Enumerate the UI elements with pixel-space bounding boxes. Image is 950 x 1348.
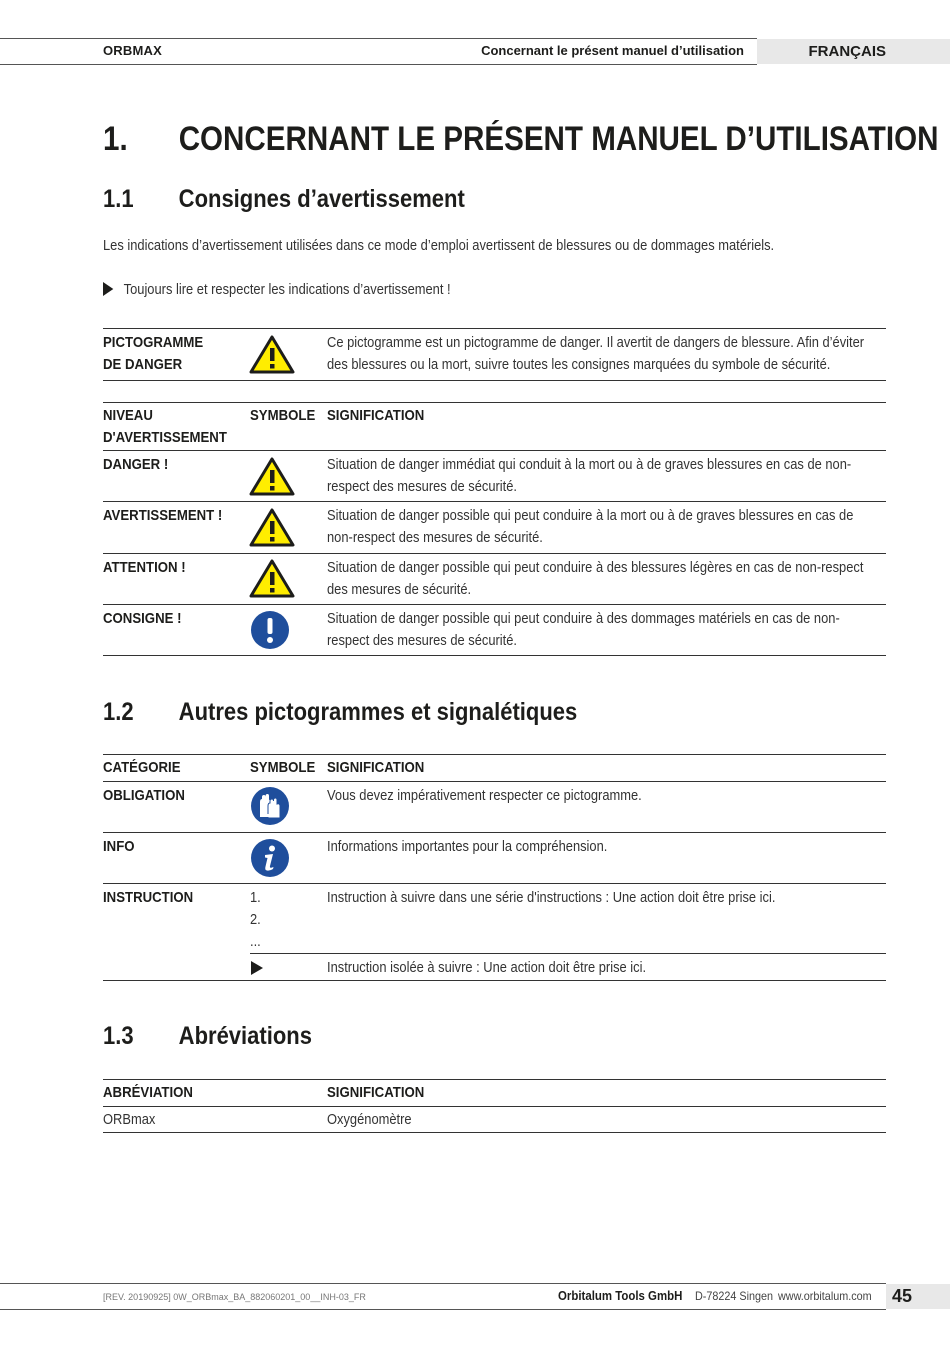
category-instruction: INSTRUCTION <box>103 889 194 906</box>
table-rule <box>103 883 886 884</box>
chapter-title-text: CONCERNANT LE PRÉSENT MANUEL D’UTILISATION <box>178 120 939 158</box>
step-ellipsis: ... <box>250 933 261 950</box>
meaning-cell: Oxygénomètre <box>327 1111 412 1128</box>
col-header-abbreviation: ABRÉVIATION <box>103 1084 193 1101</box>
table-rule <box>103 553 886 554</box>
label-line: DE DANGER <box>103 356 183 373</box>
section-heading-1-2 <box>103 698 577 727</box>
col-header-level <box>103 405 227 449</box>
section-number: 1.3 <box>103 1022 134 1050</box>
header-rule-bottom <box>0 64 757 65</box>
table-subrule <box>250 953 886 954</box>
header-section-title: Concernant le présent manuel d’utilisation <box>481 43 744 58</box>
page-number: 45 <box>892 1286 913 1306</box>
section-title: Abréviations <box>178 1022 312 1050</box>
warning-triangle-icon <box>249 558 295 598</box>
warning-triangle-icon <box>249 456 295 496</box>
arrow-right-icon <box>103 282 113 296</box>
footer-company: Orbitalum Tools GmbH <box>558 1288 683 1303</box>
section-heading-1-1 <box>103 185 465 214</box>
level-danger: DANGER ! <box>103 456 169 473</box>
gloves-mandatory-icon <box>250 786 290 826</box>
warning-triangle-icon <box>249 507 295 547</box>
section-title: Autres pictogrammes et signalétiques <box>178 698 578 726</box>
table-rule <box>103 380 886 381</box>
table-rule <box>103 402 886 403</box>
level-consigne: CONSIGNE ! <box>103 610 182 627</box>
footer-address: D-78224 Singen <box>695 1289 774 1303</box>
step-number: 2. <box>250 911 261 928</box>
meaning-isolated-instruction: Instruction isolée à suivre : Une action doit être prise ici. <box>327 959 647 976</box>
chapter-title <box>103 120 938 159</box>
table-rule <box>103 754 886 755</box>
col-header-meaning: SIGNIFICATION <box>327 1084 425 1101</box>
header-language: FRANÇAIS <box>808 43 886 60</box>
header-rule-top <box>0 38 757 39</box>
table-rule <box>103 1106 886 1107</box>
chapter-number: 1. <box>103 120 128 158</box>
table-rule <box>103 501 886 502</box>
table-rule <box>103 832 886 833</box>
table-rule <box>103 604 886 605</box>
warning-triangle-icon <box>249 334 295 374</box>
instruction-text: Toujours lire et respecter les indications d’avertissement ! <box>123 281 451 298</box>
instruction-line <box>103 281 451 298</box>
section-heading-1-3 <box>103 1022 312 1051</box>
section-number: 1.2 <box>103 698 134 726</box>
footer-website: www.orbitalum.com <box>778 1289 872 1303</box>
table-rule <box>103 450 886 451</box>
header-line: D'AVERTISSEMENT <box>103 429 227 446</box>
col-header-symbol: SYMBOLE <box>250 407 316 424</box>
table-rule <box>103 655 886 656</box>
footer-revision: [REV. 20190925] 0W_ORBmax_BA_882060201_00__INH-03_FR <box>103 1292 366 1302</box>
col-header-category: CATÉGORIE <box>103 759 181 776</box>
level-attention: ATTENTION ! <box>103 559 186 576</box>
category-info: INFO <box>103 838 135 855</box>
step-number: 1. <box>250 889 261 906</box>
meaning-avertissement: Situation de danger possible qui peut conduire à la mort ou à de graves blessures en cas de non-respect des mesures de sécurité. <box>327 507 854 546</box>
meaning-danger: Situation de danger immédiat qui conduit à la mort ou à de graves blessures en cas de non-respect des mesures de sécurité. <box>327 456 852 495</box>
danger-picto-text: Ce pictogramme est un pictogramme de danger. Il avertit de dangers de blessure. Afin d’éviter des blessures ou la mort, suivre toutes les consignes marquées du symbole de sécurité. <box>327 334 865 373</box>
table-rule <box>103 1132 886 1133</box>
level-avertissement: AVERTISSEMENT ! <box>103 507 223 524</box>
meaning-attention: Situation de danger possible qui peut conduire à des blessures légères en cas de non-respect des mesures de sécurité. <box>327 559 864 598</box>
danger-picto-label <box>103 332 203 376</box>
exclamation-circle-icon <box>250 610 290 650</box>
instruction-steps <box>250 887 261 953</box>
meaning-consigne: Situation de danger possible qui peut conduire à des dommages matériels en cas de non-respect des mesures de sécurité. <box>327 610 840 649</box>
arrow-right-icon <box>251 961 263 975</box>
table-rule <box>103 1079 886 1080</box>
section-title: Consignes d’avertissement <box>178 185 465 213</box>
table-rule <box>103 328 886 329</box>
header-line: NIVEAU <box>103 407 153 424</box>
header-product: ORBMAX <box>103 43 162 58</box>
section-intro: Les indications d’avertissement utilisées dans ce mode d’emploi avertissent de blessures ou de dommages matériels. <box>103 237 775 254</box>
footer-rule-top <box>0 1283 886 1284</box>
meaning-instruction: Instruction à suivre dans une série d'instructions : Une action doit être prise ici. <box>327 889 776 906</box>
abbreviation-cell: ORBmax <box>103 1111 156 1128</box>
info-circle-icon <box>250 838 290 878</box>
col-header-meaning: SIGNIFICATION <box>327 759 425 776</box>
category-obligation: OBLIGATION <box>103 787 185 804</box>
label-line: PICTOGRAMME <box>103 334 204 351</box>
section-number: 1.1 <box>103 185 134 213</box>
meaning-obligation: Vous devez impérativement respecter ce pictogramme. <box>327 787 642 804</box>
footer-rule-bottom <box>0 1309 886 1310</box>
table-rule <box>103 781 886 782</box>
meaning-info: Informations importantes pour la compréhension. <box>327 838 608 855</box>
col-header-meaning: SIGNIFICATION <box>327 407 425 424</box>
table-rule <box>103 980 886 981</box>
col-header-symbol: SYMBOLE <box>250 759 316 776</box>
